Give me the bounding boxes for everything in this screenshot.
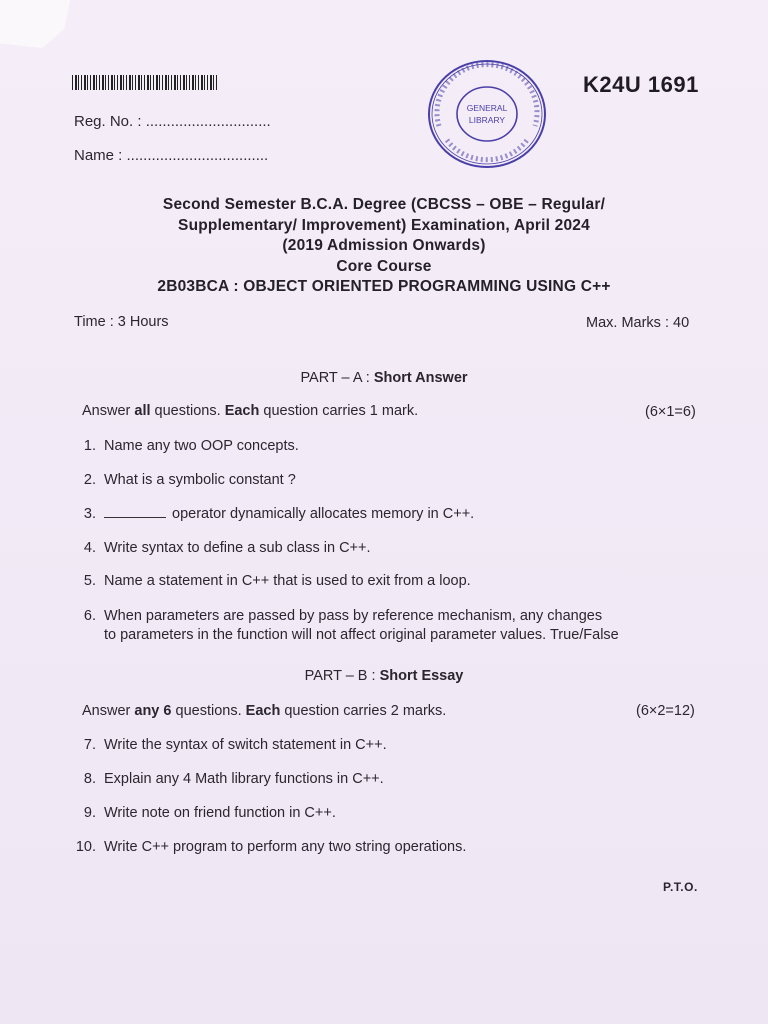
- barcode: [72, 75, 217, 90]
- pto-label: P.T.O.: [663, 880, 698, 894]
- svg-text:GENERAL: GENERAL: [466, 103, 508, 113]
- question-7: 7. Write the syntax of switch statement in C++.: [83, 737, 387, 753]
- question-6: 6. When parameters are passed by pass by reference mechanism, any changes: [83, 608, 603, 624]
- question-9: 9. Write note on friend function in C++.: [83, 805, 336, 821]
- svg-text:LIBRARY: LIBRARY: [468, 115, 506, 125]
- title-line-4: Core Course: [336, 258, 432, 275]
- part-b-heading: PART – B : Short Essay: [304, 668, 464, 684]
- question-6-continued: to parameters in the function will not affect original parameter values. True/False: [104, 627, 619, 643]
- reg-no-field: Reg. No. : ..............................: [74, 113, 271, 130]
- paper-code: K24U 1691: [583, 72, 699, 97]
- question-5: 5. Name a statement in C++ that is used to exit from a loop.: [83, 573, 471, 589]
- question-8: 8. Explain any 4 Math library functions in C++.: [83, 771, 384, 787]
- torn-corner: [0, 0, 70, 48]
- part-b-instruction: Answer any 6 questions. Each question carries 2 marks.: [82, 703, 447, 719]
- question-3: 3. operator dynamically allocates memory in C++.: [83, 506, 475, 522]
- question-1: 1. Name any two OOP concepts.: [83, 438, 299, 454]
- name-field: Name : ..................................: [74, 147, 269, 164]
- part-a-score: (6×1=6): [645, 404, 696, 420]
- title-line-1: Second Semester B.C.A. Degree (CBCSS – OBE – Regular/: [162, 196, 606, 213]
- library-stamp: [425, 56, 549, 172]
- course-title: 2B03BCA : OBJECT ORIENTED PROGRAMMING USING C++: [157, 278, 611, 295]
- title-line-3: (2019 Admission Onwards): [282, 237, 486, 254]
- title-line-2: Supplementary/ Improvement) Examination, April 2024: [178, 217, 590, 234]
- question-2: 2. What is a symbolic constant ?: [83, 472, 296, 488]
- time-label: Time : 3 Hours: [74, 314, 169, 330]
- question-10: 10. Write C++ program to perform any two string operations.: [75, 839, 467, 855]
- part-b-score: (6×2=12): [636, 703, 695, 719]
- part-a-heading: PART – A : Short Answer: [300, 370, 468, 386]
- answer-blank: [104, 517, 166, 518]
- question-4: 4. Write syntax to define a sub class in C++.: [83, 540, 371, 556]
- max-marks-label: Max. Marks : 40: [586, 315, 690, 331]
- part-a-instruction: Answer all questions. Each question carries 1 mark.: [82, 403, 419, 419]
